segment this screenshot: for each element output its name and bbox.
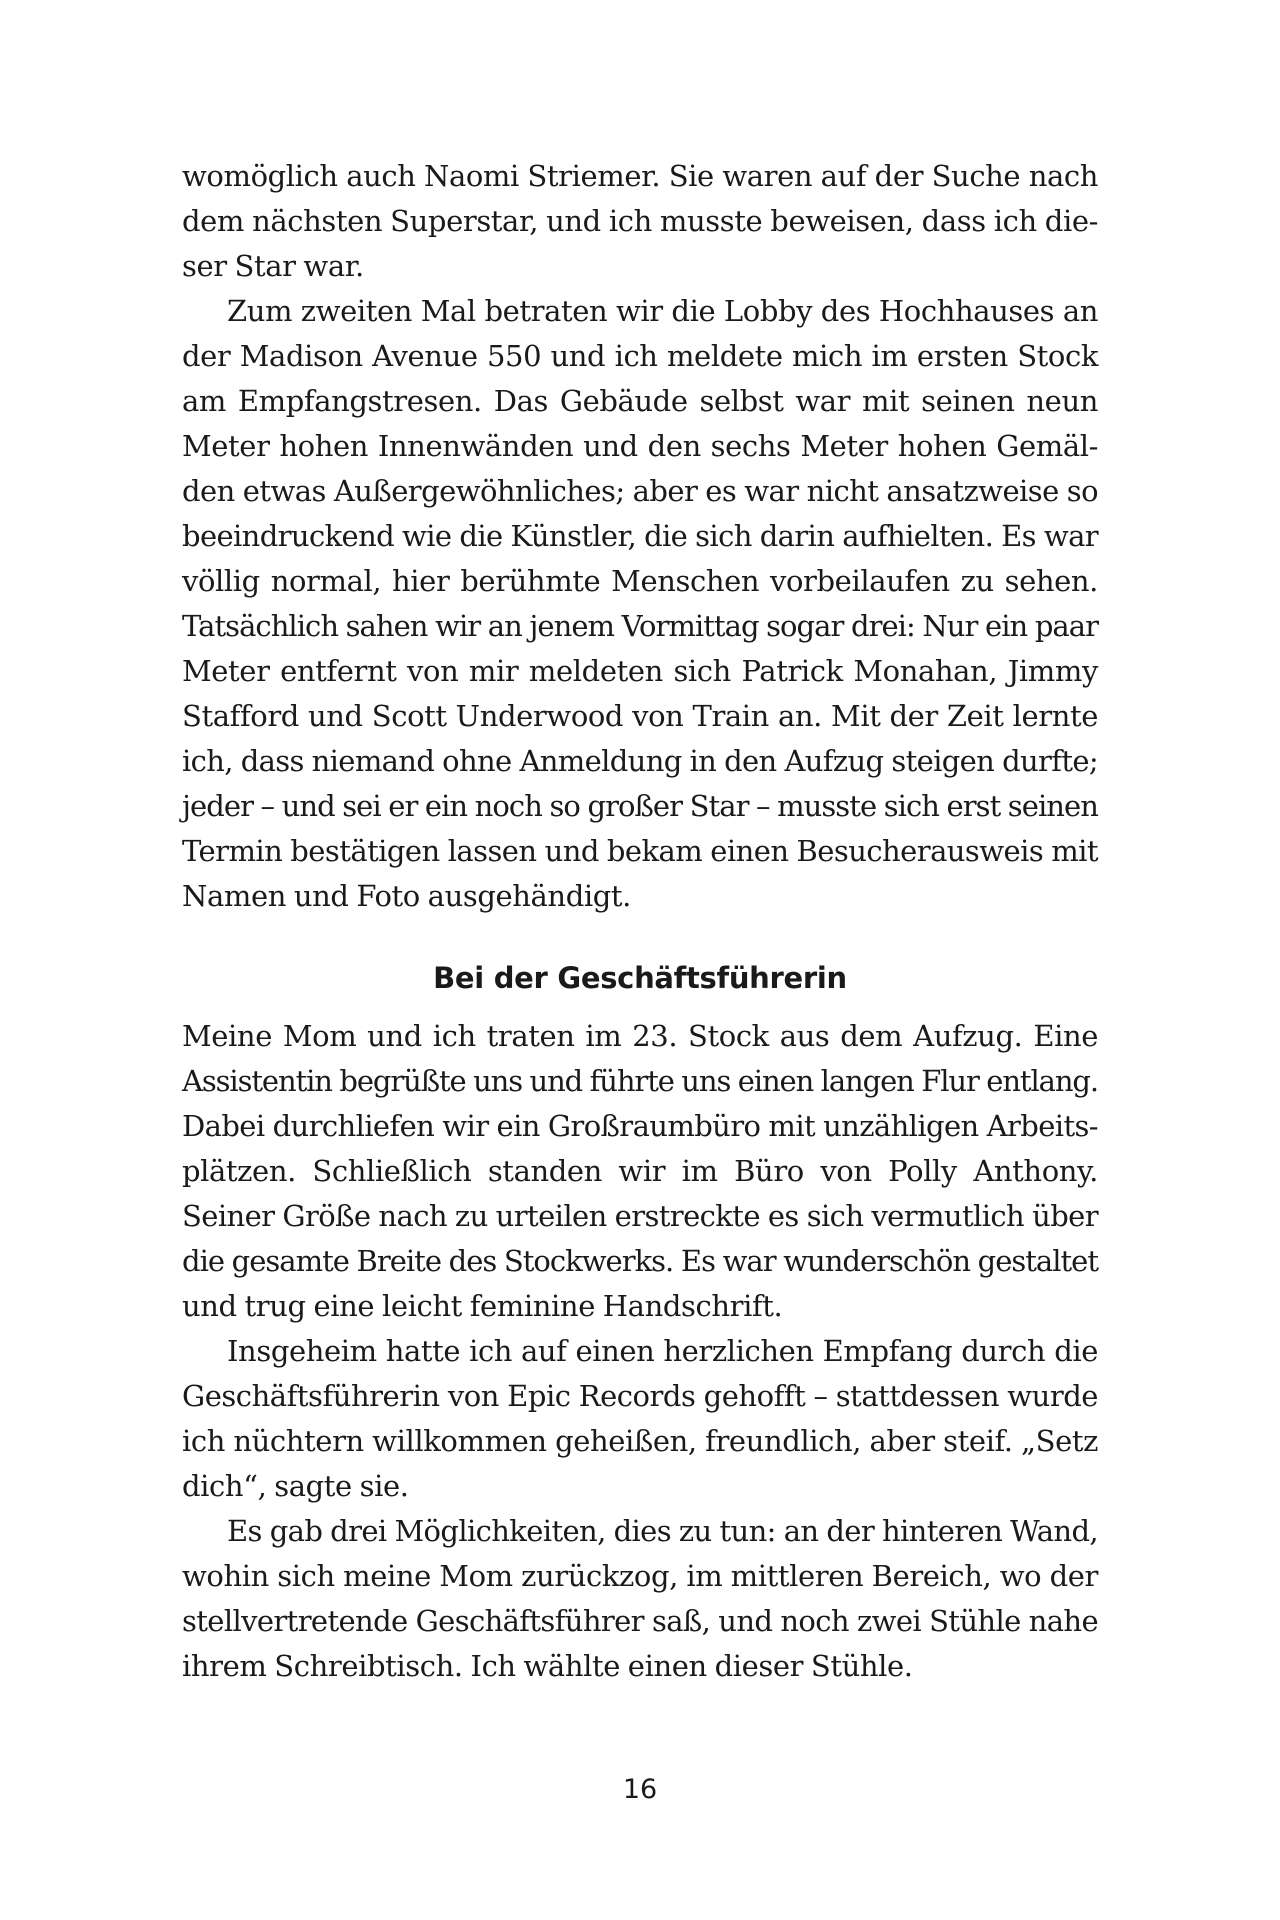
text-line: die gesamte Breite des Stockwerks. Es war wunderschön gestaltet	[182, 1244, 1098, 1278]
text-line: ich nüchtern willkommen geheißen, freundlich, aber steif. „Setz	[182, 1424, 1098, 1458]
text-line: ser Star war.	[182, 249, 364, 283]
text-line: der Madison Avenue 550 und ich meldete mich im ersten Stock	[182, 339, 1098, 373]
text-line: Namen und Foto ausgehändigt.	[182, 879, 631, 913]
text-line: Seiner Größe nach zu urteilen erstreckte es sich vermutlich über	[182, 1199, 1098, 1233]
text-line: dem nächsten Superstar, und ich musste beweisen, dass ich die-	[182, 204, 1098, 238]
text-line: beeindruckend wie die Künstler, die sich darin aufhielten. Es war	[182, 519, 1098, 553]
text-line: Stafford und Scott Underwood von Train an. Mit der Zeit lernte	[182, 699, 1098, 733]
text-line: Assistentin begrüßte uns und führte uns einen langen Flur entlang.	[182, 1064, 1098, 1098]
text-line: ich, dass niemand ohne Anmeldung in den Aufzug steigen durfte;	[182, 744, 1098, 778]
text-line: Meter entfernt von mir meldeten sich Patrick Monahan, Jimmy	[182, 654, 1098, 688]
page-number: 16	[622, 1774, 658, 1805]
text-line: stellvertretende Geschäftsführer saß, und noch zwei Stühle nahe	[182, 1604, 1098, 1638]
text-line: dich“, sagte sie.	[182, 1469, 409, 1503]
paragraph-first-line: Es gab drei Möglichkeiten, dies zu tun: an der hinteren Wand,	[227, 1514, 1098, 1548]
paragraph-first-line: Zum zweiten Mal betraten wir die Lobby des Hochhauses an	[227, 294, 1098, 328]
text-line: Meter hohen Innenwänden und den sechs Meter hohen Gemäl-	[182, 429, 1098, 463]
text-line: Meine Mom und ich traten im 23. Stock aus dem Aufzug. Eine	[182, 1019, 1098, 1053]
text-line: wohin sich meine Mom zurückzog, im mittleren Bereich, wo der	[182, 1559, 1098, 1593]
text-line: plätzen. Schließlich standen wir im Büro von Polly Anthony.	[182, 1154, 1098, 1188]
text-line: ihrem Schreibtisch. Ich wählte einen dieser Stühle.	[182, 1649, 913, 1683]
paragraph-first-line: Insgeheim hatte ich auf einen herzlichen Empfang durch die	[227, 1334, 1098, 1368]
text-line: Termin bestätigen lassen und bekam einen Besucherausweis mit	[182, 834, 1098, 868]
section-heading: Bei der Geschäftsführerin	[433, 961, 847, 995]
text-line: völlig normal, hier berühmte Menschen vorbeilaufen zu sehen.	[182, 564, 1098, 598]
text-line: den etwas Außergewöhnliches; aber es war nicht ansatzweise so	[182, 474, 1098, 508]
body-text-section-1	[182, 154, 1098, 919]
body-text-section-2	[182, 1014, 1098, 1689]
text-line: jeder – und sei er ein noch so großer Star – musste sich erst seinen	[182, 789, 1098, 823]
text-line: am Empfangstresen. Das Gebäude selbst war mit seinen neun	[182, 384, 1098, 418]
text-line: und trug eine leicht feminine Handschrift.	[182, 1289, 783, 1323]
text-line: womöglich auch Naomi Striemer. Sie waren auf der Suche nach	[182, 159, 1098, 193]
text-line: Tatsächlich sahen wir an jenem Vormittag sogar drei: Nur ein paar	[182, 609, 1098, 643]
text-line: Geschäftsführerin von Epic Records gehofft – stattdessen wurde	[182, 1379, 1098, 1413]
text-line: Dabei durchliefen wir ein Großraumbüro mit unzähligen Arbeits-	[182, 1109, 1098, 1143]
